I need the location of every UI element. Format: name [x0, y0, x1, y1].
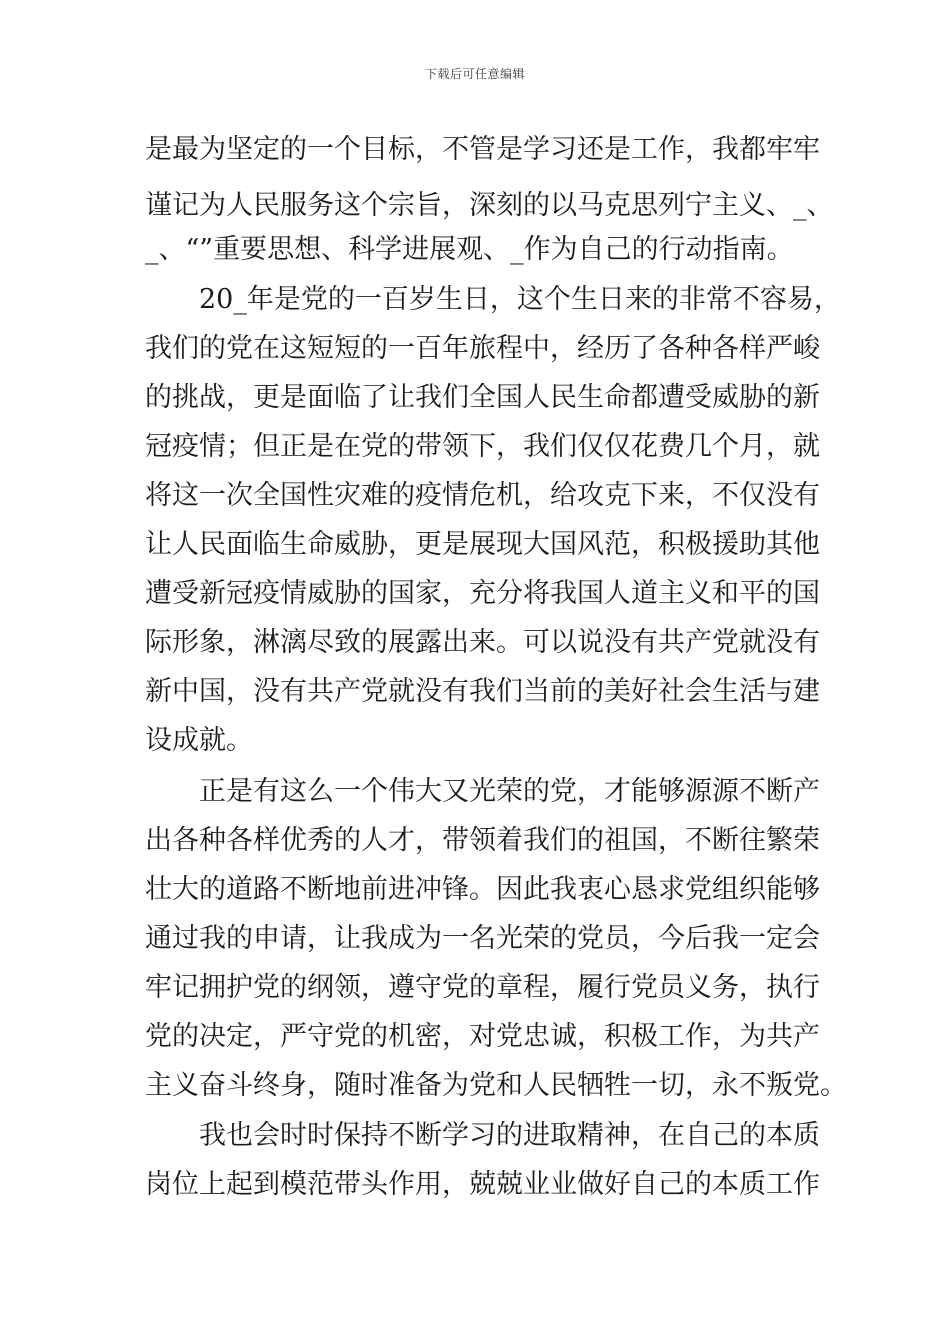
text-line: 主义奋斗终身，随时准备为党和人民牺牲一切，永不叛党。: [145, 1070, 847, 1101]
text-line: 牢记拥护党的纲领，遵守党的章程，履行党员义务，执行: [145, 972, 820, 1003]
text-line: 冠疫情；但正是在党的带领下，我们仅仅花费几个月，就: [145, 431, 820, 462]
text-line: 是最为坚定的一个目标，不管是学习还是工作，我都牢牢: [145, 134, 820, 165]
text-line: 我们的党在这短短的一百年旅程中，经历了各种各样严峻: [145, 333, 820, 364]
paragraph-first-line: 正是有这么一个伟大又光荣的党，才能够源源不断产: [199, 776, 820, 807]
text-line: 通过我的申请，让我成为一名光荣的党员，今后我一定会: [145, 923, 820, 954]
text-line: 谨记为人民服务这个宗旨，深刻的以马克思列宁主义、_、: [145, 190, 834, 221]
text-line: 岗位上起到模范带头作用，兢兢业业做好自己的本质工作: [145, 1169, 820, 1200]
text-line: 将这一次全国性灾难的疫情危机，给攻克下来，不仅没有: [145, 480, 820, 511]
page-header: 下载后可任意编辑: [424, 67, 525, 81]
text-line: 让人民面临生命威胁，更是展现大国风范，积极援助其他: [145, 529, 820, 560]
text-line: 新中国，没有共产党就没有我们当前的美好社会生活与建: [145, 676, 820, 707]
text-line: 设成就。: [145, 725, 253, 756]
paragraph-first-line: 20_年是党的一百岁生日，这个生日来的非常不容易，: [199, 284, 841, 315]
text-line: 的挑战，更是面临了让我们全国人民生命都遭受威胁的新: [145, 382, 820, 413]
text-line: 际形象，淋漓尽致的展露出来。可以说没有共产党就没有: [145, 627, 820, 658]
text-line: 党的决定，严守党的机密，对党忠诚，积极工作，为共产: [145, 1021, 820, 1052]
text-line: _、“”重要思想、科学进展观、_作为自己的行动指南。: [145, 234, 794, 265]
text-line: 出各种各样优秀的人才，带领着我们的祖国，不断往繁荣: [145, 825, 820, 856]
text-line: 壮大的道路不断地前进冲锋。因此我衷心恳求党组织能够: [145, 874, 820, 905]
paragraph-first-line: 我也会时时保持不断学习的进取精神，在自己的本质: [199, 1120, 820, 1151]
text-line: 遭受新冠疫情威胁的国家，充分将我国人道主义和平的国: [145, 578, 820, 609]
